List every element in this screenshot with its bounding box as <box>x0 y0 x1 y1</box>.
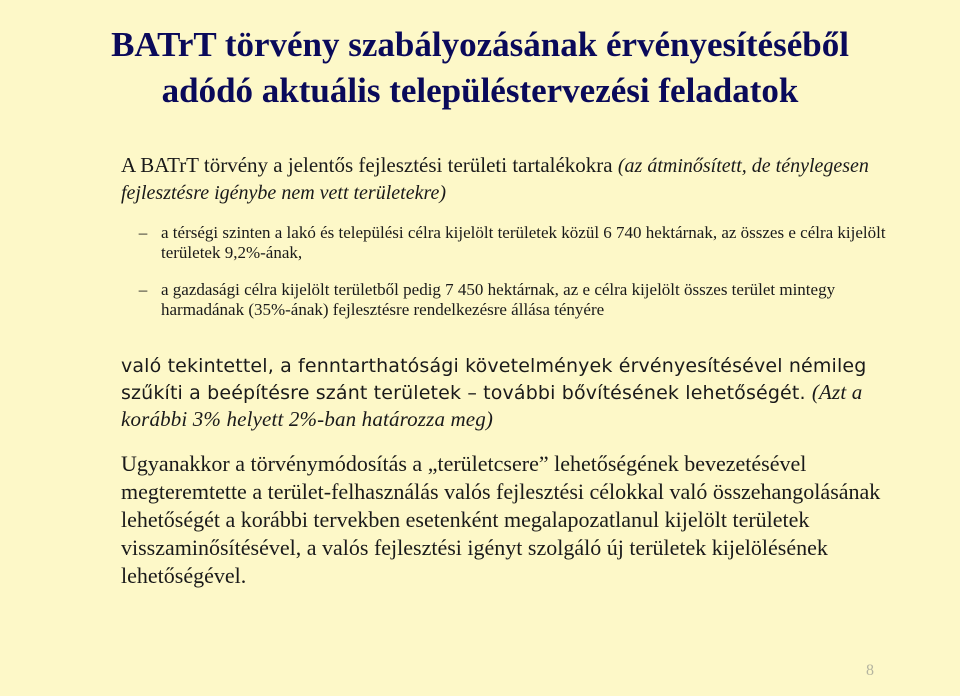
intro-paragraph <box>121 152 901 206</box>
land-swap-text: Ugyanakkor a törvénymódosítás a „területcsere” lehetőségének bevezetésével megteremtette a terület-felhasználás valós fejlesztési célokkal való összehangolásának lehetőségét a korábbi tervekben esetenként megalapozatlanul kijelölt területek visszaminősítésével, a valós fejlesztési igényt szolgáló új területek kijelölésének lehetőségével. <box>121 451 881 588</box>
bullet-text: a gazdasági célra kijelölt területből pedig 7 450 hektárnak, az e célra kijelölt összes terület mintegy harmadának (35%-ának) fejlesztésre rendelkezésre állása tényére <box>161 280 836 319</box>
intro-lead-text: A BATrT törvény a jelentős fejlesztési területi tartalékokra <box>121 153 618 177</box>
dash-bullet-icon: – <box>138 223 148 242</box>
sustainability-text: való tekintettel, a fenntarthatósági követelmények érvényesítésével némileg szűkíti a beépítésre szánt területek – további bővítésének lehetőségét. <box>121 355 867 404</box>
page-number: 8 <box>866 662 874 679</box>
slide-title <box>0 22 960 114</box>
sustainability-paragraph <box>121 353 911 433</box>
dash-bullet-icon: – <box>138 280 148 299</box>
land-swap-paragraph <box>121 450 911 590</box>
bullet-list <box>121 223 901 337</box>
sustainability-note: (Azt a korábbi 3% helyett 2%-ban határozza meg) <box>121 380 863 431</box>
intro-note: (az átminősített, de ténylegesen fejlesztésre igénybe nem vett területekre) <box>121 155 869 204</box>
slide-title-line-2: adódó aktuális településtervezési feladatok <box>161 71 799 110</box>
slide-title-line-1: BATrT törvény szabályozásának érvényesítéséből <box>111 25 849 64</box>
bullet-text: a térségi szinten a lakó és települési célra kijelölt területek közül 6 740 hektárnak, az összes e célra kijelölt területek 9,2%-ának, <box>161 223 886 262</box>
bullet-item-housing <box>121 223 901 263</box>
bullet-item-economic <box>121 280 901 320</box>
